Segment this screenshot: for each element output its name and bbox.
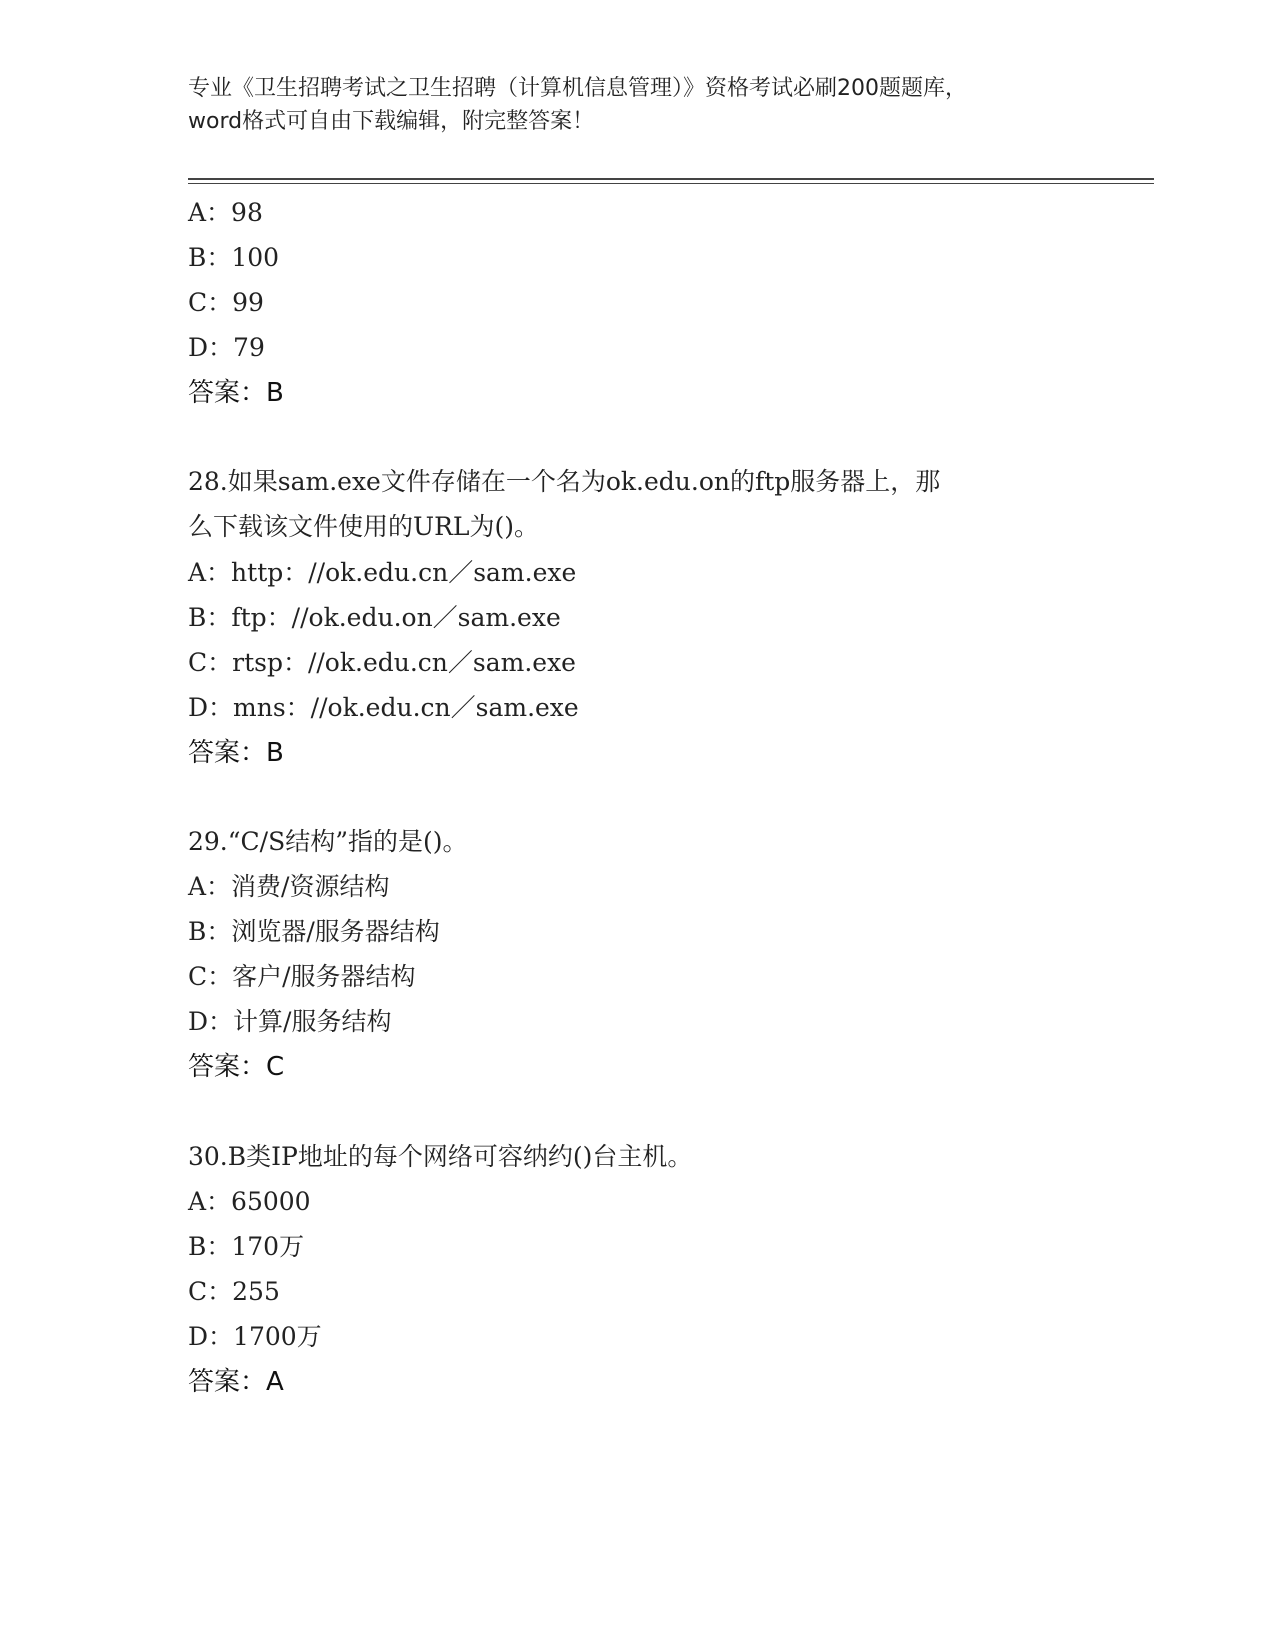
q29-option-d: D：计算/服务结构 bbox=[188, 1007, 392, 1036]
q28-stem-line1: 28.如果sam.exe文件存储在一个名为ok.edu.on的ftp服务器上，那 bbox=[188, 467, 941, 496]
q27-option-c: C：99 bbox=[188, 288, 264, 317]
q28-option-a: A：http：//ok.edu.cn／sam.exe bbox=[188, 558, 577, 587]
q27-answer: 答案：B bbox=[188, 378, 284, 408]
q28-option-b: B：ftp：//ok.edu.on／sam.exe bbox=[188, 603, 561, 632]
q30-option-b: B：170万 bbox=[188, 1232, 305, 1261]
q30-stem: 30.B类IP地址的每个网络可容纳约()台主机。 bbox=[188, 1142, 693, 1171]
q28-option-d: D：mns：//ok.edu.cn／sam.exe bbox=[188, 693, 579, 722]
q29-option-a: A：消费/资源结构 bbox=[188, 872, 390, 901]
q27-option-d: D：79 bbox=[188, 333, 265, 362]
q28-stem-line2: 么下载该文件使用的URL为()。 bbox=[188, 512, 540, 541]
q30-option-a: A：65000 bbox=[188, 1187, 311, 1216]
q29-stem: 29.“C/S结构”指的是()。 bbox=[188, 827, 468, 856]
header-title-line2: word格式可自由下载编辑，附完整答案！ bbox=[188, 109, 595, 134]
q30-answer: 答案：A bbox=[188, 1367, 284, 1397]
document-header bbox=[188, 72, 1088, 138]
header-divider-thick bbox=[188, 178, 1154, 180]
q29-option-c: C：客户/服务器结构 bbox=[188, 962, 416, 991]
q29-option-b: B：浏览器/服务器结构 bbox=[188, 917, 440, 946]
q29-answer: 答案：C bbox=[188, 1052, 285, 1082]
header-divider-thin bbox=[188, 183, 1154, 184]
header-title-line1: 专业《卫生招聘考试之卫生招聘（计算机信息管理）》资格考试必刷200题题库， bbox=[188, 76, 967, 101]
q27-option-b: B：100 bbox=[188, 243, 280, 272]
q28-option-c: C：rtsp：//ok.edu.cn／sam.exe bbox=[188, 648, 576, 677]
q27-option-a: A：98 bbox=[188, 198, 263, 227]
q30-option-c: C：255 bbox=[188, 1277, 280, 1306]
q30-option-d: D：1700万 bbox=[188, 1322, 322, 1351]
q28-answer: 答案：B bbox=[188, 738, 284, 768]
